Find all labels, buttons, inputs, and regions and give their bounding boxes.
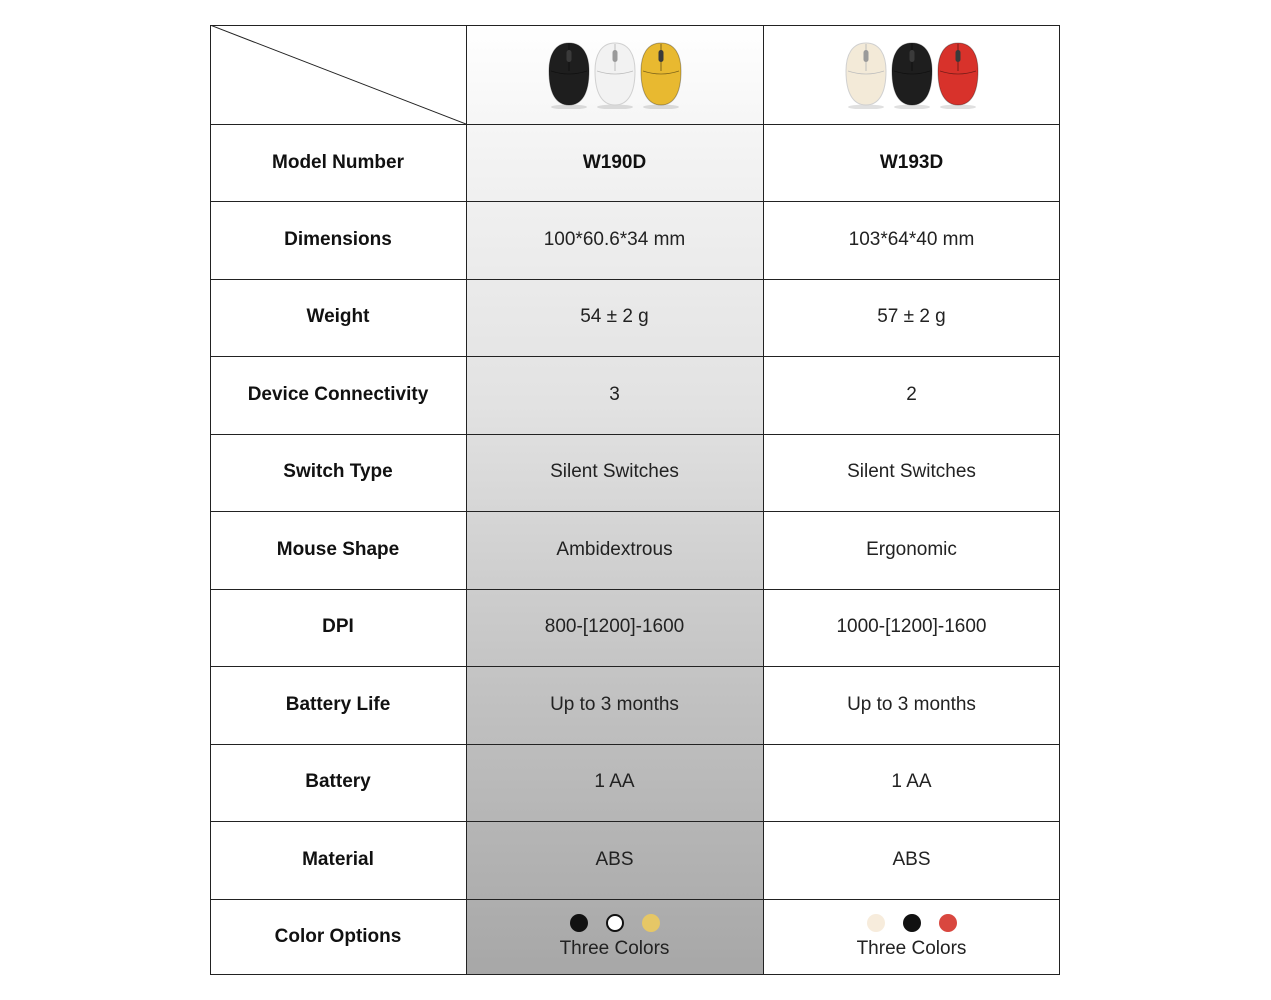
column-divider: [763, 25, 764, 975]
row-divider: [210, 666, 1060, 667]
spec-value-w193d: ABS: [892, 848, 931, 870]
row-label-battery: Battery: [305, 771, 371, 793]
row-label-mouse-shape: Mouse Shape: [276, 538, 400, 560]
spec-value-w190d: ABS: [595, 848, 634, 870]
spec-value-w190d: 1 AA: [594, 771, 635, 793]
spec-value-w193d: Ergonomic: [866, 538, 957, 560]
row-divider: [210, 279, 1060, 280]
row-label-dimensions: Dimensions: [284, 228, 392, 250]
colors-label: Three Colors: [856, 937, 967, 959]
color-swatch: [867, 914, 885, 932]
comparison-table: [210, 25, 1060, 975]
row-label-switch-type: Switch Type: [283, 461, 393, 483]
row-divider: [210, 899, 1060, 900]
spec-value-w193d: 2: [906, 383, 917, 405]
mouse-image: [639, 41, 683, 109]
row-divider: [210, 974, 1060, 975]
column-divider: [466, 25, 467, 975]
color-swatch: [642, 914, 660, 932]
color-swatch: [939, 914, 957, 932]
color-swatch: [606, 914, 624, 932]
mouse-image: [593, 41, 637, 109]
row-divider: [210, 434, 1060, 435]
row-label-dpi: DPI: [322, 616, 354, 638]
color-options-w193d: [763, 898, 1060, 975]
spec-value-w193d: 57 ± 2 g: [877, 306, 946, 328]
colors-label: Three Colors: [559, 937, 670, 959]
row-label-material: Material: [302, 848, 374, 870]
spec-value-w193d: 1000-[1200]-1600: [836, 616, 987, 638]
row-label-model-number: Model Number: [272, 151, 404, 173]
mouse-image: [547, 41, 591, 109]
spec-value-w193d: 1 AA: [891, 771, 932, 793]
row-divider: [210, 25, 1060, 26]
color-options-w190d: [466, 898, 763, 975]
model-name-w193d: W193D: [879, 151, 944, 173]
row-divider: [210, 511, 1060, 512]
row-divider: [210, 589, 1060, 590]
row-divider: [210, 821, 1060, 822]
model-name-w190d: W190D: [582, 151, 647, 173]
row-divider: [210, 124, 1060, 125]
spec-value-w190d: 3: [609, 383, 620, 405]
spec-value-w193d: Up to 3 months: [847, 693, 976, 715]
color-swatch: [570, 914, 588, 932]
column-divider: [1059, 25, 1060, 975]
spec-value-w190d: Up to 3 months: [550, 693, 679, 715]
corner-diagonal: [210, 25, 466, 124]
product-image-w193d: [763, 25, 1060, 124]
spec-value-w190d: Ambidextrous: [556, 538, 673, 560]
mouse-image: [936, 41, 980, 109]
row-label-color-options: Color Options: [274, 925, 402, 947]
spec-value-w193d: 103*64*40 mm: [848, 228, 975, 250]
spec-value-w193d: Silent Switches: [847, 461, 976, 483]
row-divider: [210, 356, 1060, 357]
color-swatch: [903, 914, 921, 932]
column-divider: [210, 25, 211, 975]
row-label-battery-life: Battery Life: [285, 693, 391, 715]
row-divider: [210, 201, 1060, 202]
spec-value-w190d: 54 ± 2 g: [580, 306, 649, 328]
spec-value-w190d: 800-[1200]-1600: [544, 616, 685, 638]
color-swatches: [867, 914, 957, 932]
spec-value-w190d: Silent Switches: [550, 461, 679, 483]
mouse-image: [890, 41, 934, 109]
row-label-device-connectivity: Device Connectivity: [247, 383, 429, 405]
spec-value-w190d: 100*60.6*34 mm: [543, 228, 686, 250]
color-swatches: [570, 914, 660, 932]
row-label-weight: Weight: [306, 306, 370, 328]
product-image-w190d: [466, 25, 763, 124]
row-divider: [210, 744, 1060, 745]
mouse-image: [844, 41, 888, 109]
